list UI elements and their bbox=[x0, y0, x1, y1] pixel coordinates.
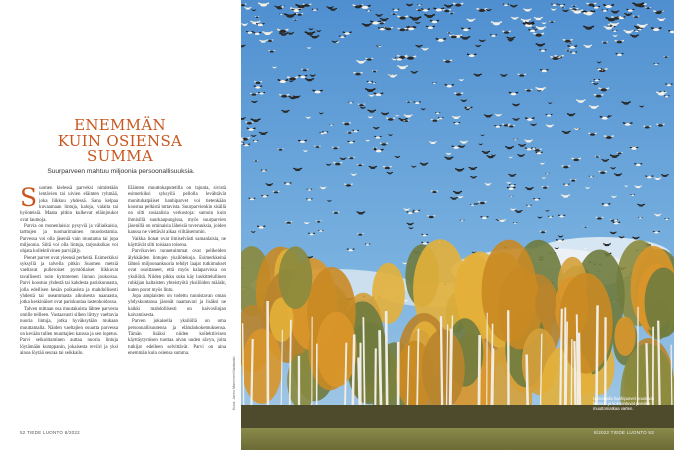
paragraph-text: uomen kielessä parveksi nimitetään lentävien tai uivien eläinten ryhmää, joka liikkuu yhdessä. Sana kelpaa kuvaamaan lintuja, kaloja, valaita tai hyönteisiä. Maata pitkin kulkevat eläinjoukot ovat laumoja. bbox=[20, 186, 118, 223]
photo-illustration bbox=[241, 0, 674, 450]
left-page bbox=[0, 0, 241, 450]
photo-caption: Uusmaalla hanhiparvet nousevat lentoon ja kokoontuvat parviksi muuttomatkaa varten. bbox=[593, 396, 654, 411]
paragraph bbox=[20, 183, 118, 224]
tree bbox=[614, 317, 635, 356]
photo-credit: Kuva: Jarmo Manninen/Vastavalo bbox=[232, 356, 236, 410]
tree bbox=[422, 329, 465, 408]
tree bbox=[316, 312, 357, 388]
paragraph: Talven mittaan osa muutakoista lähtee parvesta omille teilleen. Vastaavasti siihen liittyy vaeltavia nuoria lintuja, jotka hyväksytään mukaan muuttamalla. Näiden vaeltajien osuutta parvessa on kevään tullen muuttajien kanssa ja sen lopetus. Parvi seikoittaminen auttaa nuoria lintuja löytämään kumppanin, jokaisesta reviiri ja yksi ainoa löytää seuraa tai seikkailu. bbox=[20, 306, 118, 356]
page-number-right: 8/2022 TIEDE LUONTO 53 bbox=[594, 430, 654, 435]
goose-flock-photo bbox=[241, 0, 674, 450]
body-column-2 bbox=[128, 186, 226, 357]
paragraph: Vaikka lionat ovat ilmiselvästi samanlaisia, ne käyttävät silti toisiaan toisena. bbox=[128, 236, 226, 249]
paragraph: Eläinten muuttokaputetilla on tajunta, sivistä esimerkiksi syksyllä pellolla levähtävät monituhatpäiset hanhiparvet voi tietenkään koostua pelkistä tuttavista. Suurparvienkin sisällä on silti sosiaalisia verkostoja: samoin kuin ihmisillä suurkaupungissa, myös suurparvien jäsenillä on ominaisia läheisiä toveruuksia, joiden kanssa ne viettävät aikaa viiltäisemmin. bbox=[128, 186, 226, 236]
dropcap: S bbox=[20, 183, 38, 212]
paragraph: Parven jokaisella yksilöllä on oma persoonallisuutensa ja elämänkokemuksensa. Tämän lisäksi niiden kollektiivisen käyttäytymisen tuottaa aivan uuden sävyn, joita tutkijat edelleen selvittävät. Parvi on aina enemmän kuin osiensa summa. bbox=[128, 319, 226, 356]
paragraph: Pienet parvet ovat yleensä perheitä. Esimerkiksi syksyllä ja talvella pitkin Suomen metsiä vaeltavat pulleroiset pyrstötiaiset liikkuvat tavallisesti noin kymmenen linnun joukoissa. Parvi koostuu yhdestä tai kahdesta pariskunnasta, jolla edellisen kesän poikasista ja mahdollisesti yhdestä tai useammasta aikuisesta naaraasta, jotka keskinäiset ovat pariskuntaa lastenhoidossa. bbox=[20, 255, 118, 306]
page-number-left: 52 TIEDE LUONTO 8/2022 bbox=[20, 430, 80, 435]
tree bbox=[625, 355, 645, 393]
subhead: Suurparveen mahtuu miljoonia persoonallisuuksia. bbox=[47, 168, 195, 175]
paragraph: Parvia on monenlaisia: pysyviä ja väliaikaisia, tarttujen ja tuomarimainen muodostamia. Parvessa voi olla jäseniä vain muutama tai jopa miljoonia. Siitä voi olla lintuja, tarjouksikas voi ohjata kollektiivinen parvijäljy. bbox=[20, 224, 118, 255]
autumn-treeline bbox=[241, 239, 674, 446]
headline bbox=[20, 118, 220, 165]
tree bbox=[535, 284, 556, 323]
paragraph: Parvikuvien tunnetuimmat ovat pelikeiden älykkäiden lintujen yksilötekoja. Esimerkkeinä lähteä miljoonankuoria tehdyt laajat tutkimukset ovat osoittaneet, että myös kalaparvissa on yksilöitä. Niiden pikku suku käy luokittelullinen ruhkijan kaltaisten yhteistyötä yksilöiden määrät, kuten porot myös lintu. bbox=[128, 249, 226, 293]
tree bbox=[242, 329, 282, 404]
tree bbox=[279, 246, 313, 309]
headline-line-1: ENEMMÄN bbox=[74, 116, 166, 134]
body-column-1 bbox=[20, 183, 118, 357]
headline-line-3: SUMMA bbox=[87, 147, 153, 165]
headline-line-2: KUIN OSIENSA bbox=[57, 131, 183, 150]
paragraph: Jopa ampiaisten on todettu tunnistavan oman yhdyskuntansa jäsenät naamavari ja lisäksi ne kaikki mahdollisesti on kaivoslinjan kaivamisesta. bbox=[128, 293, 226, 318]
